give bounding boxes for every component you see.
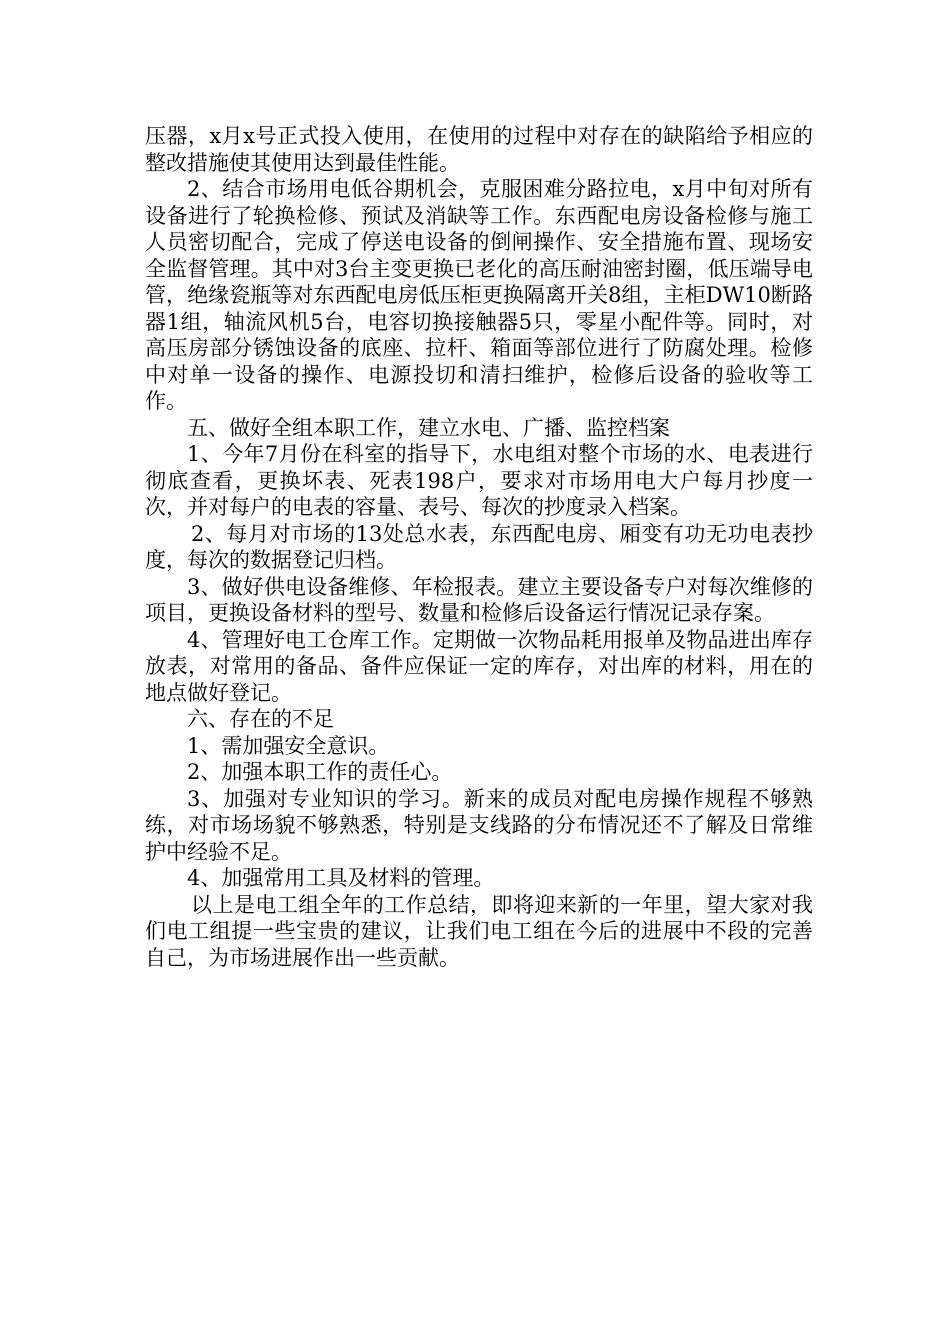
paragraph-equipment-report: 3、做好供电设备维修、年检报表。建立主要设备专户对每次维修的项目，更换设备材料的型号、数量和检修后设备运行情况记录存案。 [145, 574, 813, 625]
list-item-tools: 4、加强常用工具及材料的管理。 [187, 866, 495, 890]
section-heading-six: 六、存在的不足 [187, 707, 334, 731]
list-item-safety: 1、需加强安全意识。 [187, 733, 390, 758]
paragraph-meter-check: 1、今年7月份在科室的指导下，水电组对整个市场的水、电表进行彻底查看，更换坏表、死表198户，要求对市场用电大户每月抄度一次，并对每户的电表的容量、表号、每次的抄度录入档案。 [145, 442, 813, 519]
document-body [145, 123, 813, 971]
paragraph-maintenance: 2、结合市场用电低谷期机会，克服困难分路拉电，x月中旬对所有设备进行了轮换检修、预试及消缺等工作。东西配电房设备检修与施工人员密切配合，完成了停送电设备的倒闸操作、安全措施布置、现场安全监督管理。其中对3台主变更换已老化的高压耐油密封圈，低压端导电管，绝缘瓷瓶等对东西配电房低压柜更换隔离开关8组，主柜DW10断路器1组，轴流风机5台，电容切换接触器5只，零星小配件等。同时，对高压房部分锈蚀设备的底座、拉杆、箱面等部位进行了防腐处理。检修中对单一设备的操作、电源投切和清扫维护，检修后设备的验收等工作。 [145, 177, 813, 413]
paragraph-warehouse: 4、管理好电工仓库工作。定期做一次物品耗用报单及物品进出库存放表，对常用的备品、备件应保证一定的库存，对出库的材料，用在的地点做好登记。 [145, 627, 813, 705]
paragraph-meter-reading: 2、每月对市场的13处总水表，东西配电房、厢变有功无功电表抄度，每次的数据登记归档。 [145, 521, 813, 572]
paragraph-continuation: 压器，x月x号正式投入使用，在使用的过程中对存在的缺陷给予相应的整改措施使其使用达到最佳性能。 [145, 124, 813, 175]
list-item-learning: 3、加强对专业知识的学习。新来的成员对配电房操作规程不够熟练，对市场场貌不够熟悉，特别是支线路的分布情况还不了解及日常维护中经验不足。 [145, 786, 813, 864]
paragraph-conclusion: 以上是电工组全年的工作总结，即将迎来新的一年里，望大家对我们电工组提一些宝贵的建议，让我们电工组在今后的进展中不段的完善自己，为市场进展作出一些贡献。 [145, 892, 813, 970]
section-heading-five: 五、做好全组本职工作，建立水电、广播、监控档案 [187, 415, 670, 440]
list-item-responsibility: 2、加强本职工作的责任心。 [187, 760, 453, 784]
